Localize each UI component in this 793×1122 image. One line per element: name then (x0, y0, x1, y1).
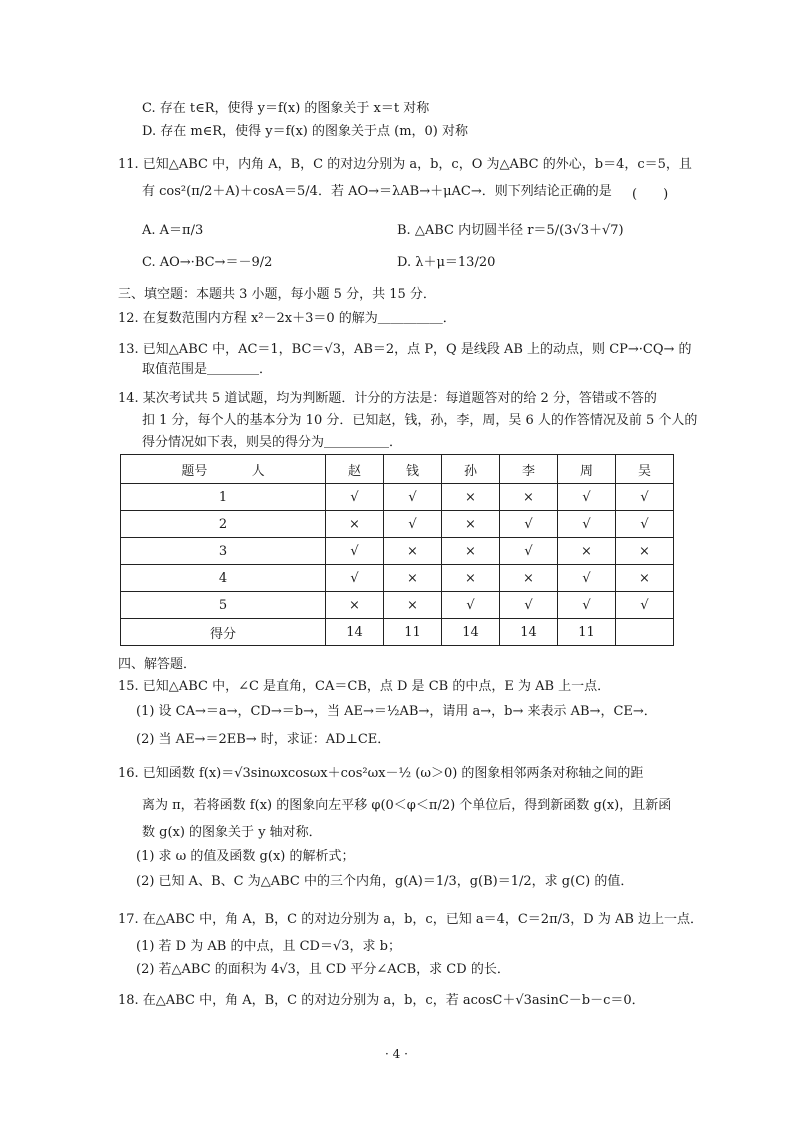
q16-line1: 16. 已知函数 f(x)＝√3sinωxcosωx＋cos²ωx－½ (ω＞0) 的图象相邻两条对称轴之间的距 (118, 766, 644, 781)
answer-mark: √ (384, 511, 442, 538)
q17-part1: (1) 若 D 为 AB 的中点，且 CD＝√3，求 b； (136, 939, 401, 954)
answer-mark: × (384, 565, 442, 592)
q14-line1: 14. 某次考试共 5 道试题，均为判断题．计分的方法是：每道题答对的给 2 分，答错或不答的 (118, 391, 657, 406)
answer-mark: × (500, 565, 558, 592)
q11-option-a: A. A＝π/3 (142, 223, 204, 238)
answer-mark: √ (500, 538, 558, 565)
q18-stem: 18. 在△ABC 中，角 A，B，C 的对边分别为 a，b，c，若 acosC＋√3asinC－b－c＝0． (118, 993, 645, 1008)
answer-mark: √ (326, 565, 384, 592)
corner-label-question: 题号 (181, 463, 208, 479)
q11-answer-paren: ( ) (632, 187, 669, 202)
q17-stem: 17. 在△ABC 中，角 A，B，C 的对边分别为 a，b，c，已知 a＝4，C＝2π/3，D 为 AB 边上一点． (118, 912, 704, 927)
answer-mark: × (500, 484, 558, 511)
q15-part2: (2) 当 AE→＝2EB→ 时，求证：AD⊥CE． (136, 732, 391, 747)
answer-mark: × (384, 538, 442, 565)
answer-mark: √ (500, 592, 558, 619)
table-header-row (121, 455, 674, 484)
table-row (121, 538, 674, 565)
answer-mark: √ (500, 511, 558, 538)
q14-line2: 扣 1 分，每个人的基本分为 10 分．已知赵，钱，孙，李，周，吴 6 人的作答情况及前 5 个人的 (142, 413, 698, 428)
q13-line2: 取值范围是＿＿＿＿． (142, 362, 273, 377)
q14-line3: 得分情况如下表，则吴的得分为＿＿＿＿＿． (142, 435, 403, 450)
q10-option-c: C. 存在 t∈R，使得 y＝f(x) 的图象关于 x＝t 对称 (142, 101, 430, 116)
q12: 12. 在复数范围内方程 x²－2x＋3＝0 的解为＿＿＿＿＿． (118, 311, 456, 326)
table-corner-cell (121, 455, 326, 484)
answer-mark: × (442, 565, 500, 592)
q17-part2: (2) 若△ABC 的面积为 4√3，且 CD 平分∠ACB，求 CD 的长． (136, 962, 510, 977)
q11-stem-line2: 有 cos²(π/2＋A)＋cosA＝5/4．若 AO→＝λAB→＋μAC→．则下列结论正确的是 (142, 184, 612, 199)
table-row (121, 592, 674, 619)
q11-stem-line1: 11. 已知△ABC 中，内角 A，B，C 的对边分别为 a，b，c，O 为△ABC 的外心，b＝4，c＝5，且 (118, 157, 692, 172)
answer-mark: √ (558, 592, 616, 619)
score-value: 14 (500, 619, 558, 646)
score-value: 14 (442, 619, 500, 646)
table-row (121, 511, 674, 538)
score-value: 11 (384, 619, 442, 646)
page-number: · 4 · (385, 1047, 408, 1061)
answer-mark: √ (558, 484, 616, 511)
q11-option-c: C. AO→·BC→＝－9/2 (142, 255, 273, 270)
table-row (121, 565, 674, 592)
answer-mark: × (616, 538, 674, 565)
score-label: 得分 (121, 619, 326, 646)
answer-mark: √ (442, 592, 500, 619)
score-value: 14 (326, 619, 384, 646)
score-row (121, 619, 674, 646)
section-3-heading: 三、填空题：本题共 3 小题，每小题 5 分，共 15 分． (118, 287, 436, 302)
question-number: 5 (121, 592, 326, 619)
answer-mark: × (326, 592, 384, 619)
answer-mark: × (442, 538, 500, 565)
table-row (121, 484, 674, 511)
q11-option-d: D. λ＋μ＝13/20 (397, 255, 496, 270)
question-number: 3 (121, 538, 326, 565)
answer-mark: × (442, 484, 500, 511)
question-number: 1 (121, 484, 326, 511)
q13-line1: 13. 已知△ABC 中，AC＝1，BC＝√3，AB＝2，点 P，Q 是线段 AB 上的动点，则 CP→·CQ→ 的 (118, 342, 692, 357)
q15-stem: 15. 已知△ABC 中，∠C 是直角，CA＝CB，点 D 是 CB 的中点，E 为 AB 上一点． (118, 679, 611, 694)
question-number: 2 (121, 511, 326, 538)
answer-mark: × (384, 592, 442, 619)
name-header: 孙 (442, 455, 500, 484)
answer-mark: √ (616, 592, 674, 619)
answer-mark: √ (616, 511, 674, 538)
name-header: 钱 (384, 455, 442, 484)
name-header: 周 (558, 455, 616, 484)
q11-option-b: B. △ABC 内切圆半径 r＝5/(3√3＋√7) (397, 223, 624, 238)
answer-mark: √ (616, 484, 674, 511)
score-table (120, 454, 674, 646)
answer-mark: √ (326, 538, 384, 565)
answer-mark: √ (558, 565, 616, 592)
q15-part1: (1) 设 CA→＝a→，CD→＝b→，当 AE→＝½AB→，请用 a→，b→ 来表示 AB→，CE→． (136, 704, 657, 719)
answer-mark: √ (326, 484, 384, 511)
name-header: 李 (500, 455, 558, 484)
q10-option-d: D. 存在 m∈R，使得 y＝f(x) 的图象关于点 (m，0) 对称 (142, 124, 468, 139)
answer-mark: × (616, 565, 674, 592)
q16-line2: 离为 π，若将函数 f(x) 的图象向左平移 φ(0＜φ＜π/2) 个单位后，得到新函数 g(x)，且新函 (142, 798, 672, 813)
corner-label-person: 人 (251, 463, 265, 479)
section-4-heading: 四、解答题． (118, 657, 197, 672)
answer-mark: × (442, 511, 500, 538)
q16-part2: (2) 已知 A、B、C 为△ABC 中的三个内角，g(A)＝1/3，g(B)＝1/2，求 g(C) 的值． (136, 874, 634, 889)
answer-mark: × (326, 511, 384, 538)
name-header: 赵 (326, 455, 384, 484)
answer-mark: √ (558, 511, 616, 538)
question-number: 4 (121, 565, 326, 592)
q16-part1: (1) 求 ω 的值及函数 g(x) 的解析式； (136, 849, 355, 864)
answer-mark: × (558, 538, 616, 565)
score-value-blank (616, 619, 674, 646)
score-value: 11 (558, 619, 616, 646)
name-header: 吴 (616, 455, 674, 484)
q16-line3: 数 g(x) 的图象关于 y 轴对称． (142, 825, 322, 840)
answer-mark: √ (384, 484, 442, 511)
